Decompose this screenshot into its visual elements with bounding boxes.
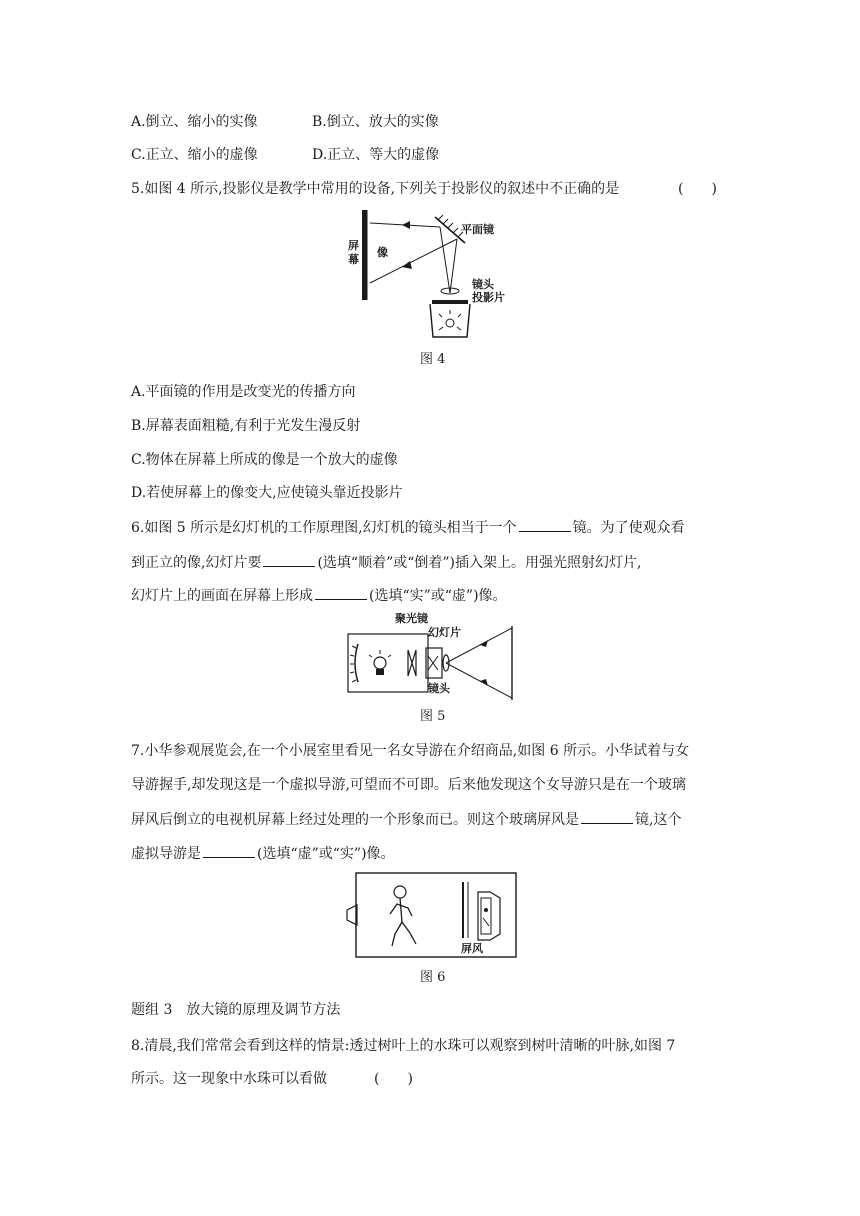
- q5-answer-paren: ( ): [678, 181, 717, 197]
- q6-blank-1: [519, 517, 571, 532]
- q6-line-1-text-b: 镜。为了使观众看: [572, 520, 685, 536]
- q7-line-2: 导游握手,却发现这是一个虚拟导游,可望而不可即。后来他发现这个女导游只是在一个玻璃: [131, 777, 686, 793]
- q7-line-1: 7.小华参观展览会,在一个小展室里看见一名女导游在介绍商品,如图 6 所示。小华试着与女: [131, 743, 690, 759]
- q8-line-1: 8.清晨,我们常常会看到这样的情景:透过树叶上的水珠可以观察到树叶清晰的叶脉,如图 7: [131, 1038, 676, 1054]
- q5-option-d: D.若使屏幕上的像变大,应使镜头靠近投影片: [131, 485, 403, 501]
- q7-line-4: [131, 843, 395, 864]
- label-screen-1: 屏: [348, 239, 359, 252]
- label-screen-2: 幕: [348, 253, 359, 266]
- q7-line-3: [131, 809, 681, 830]
- q5-option-c: C.物体在屏幕上所成的像是一个放大的虚像: [131, 452, 398, 468]
- label-glass-screen: 屏风: [461, 942, 483, 955]
- q4-option-c: C.正立、缩小的虚像: [131, 147, 258, 163]
- figure-5-slide-projector-diagram: [340, 610, 530, 702]
- q5-option-b: B.屏幕表面粗糙,有利于光发生漫反射: [131, 418, 361, 434]
- q7-line-3-text-b: 镜,这个: [635, 812, 682, 828]
- q7-line-4-text-b: (选填“虚”或“实”)像。: [257, 846, 395, 862]
- q6-line-1-text-a: 6.如图 5 所示是幻灯机的工作原理图,幻灯机的镜头相当于一个: [131, 520, 517, 536]
- q7-blank-1: [581, 809, 633, 824]
- label-slide: 投影片: [472, 291, 505, 304]
- label-lens: 镜头: [472, 278, 494, 291]
- label-lens: 镜头: [428, 682, 450, 695]
- q6-blank-3: [315, 585, 367, 600]
- figure-6-caption: 图 6: [420, 970, 446, 985]
- group-3-title: 题组 3 放大镜的原理及调节方法: [131, 1002, 341, 1018]
- q7-blank-2: [203, 843, 255, 858]
- q8-answer-paren: ( ): [374, 1071, 413, 1087]
- q7-line-3-text-a: 屏风后倒立的电视机屏幕上经过处理的一个形象而已。则这个玻璃屏风是: [131, 812, 579, 828]
- q6-line-3-text-a: 幻灯片上的画面在屏幕上形成: [131, 588, 313, 604]
- q6-line-2: [131, 552, 641, 573]
- q6-blank-2: [263, 552, 315, 567]
- q5-option-a: A.平面镜的作用是改变光的传播方向: [131, 384, 356, 400]
- q6-line-3-text-b: (选填“实”或“虚”)像。: [369, 588, 507, 604]
- label-plane-mirror: 平面镜: [461, 223, 494, 236]
- q4-option-d: D.正立、等大的虚像: [312, 147, 440, 163]
- q7-line-4-text-a: 虚拟导游是: [131, 846, 201, 862]
- figure-4-projector-diagram: [340, 203, 520, 343]
- q6-line-2-text-a: 到正立的像,幻灯片要: [131, 555, 262, 571]
- label-slide: 幻灯片: [428, 626, 461, 639]
- q6-line-3: [131, 585, 507, 606]
- q5-stem: 5.如图 4 所示,投影仪是教学中常用的设备,下列关于投影仪的叙述中不正确的是: [131, 181, 620, 197]
- figure-6-virtual-guide-diagram: [340, 870, 520, 960]
- figure-4-caption: 图 4: [420, 352, 446, 367]
- q6-line-1: [131, 517, 685, 538]
- q6-line-2-text-b: (选填“顺着”或“倒着”)插入架上。用强光照射幻灯片,: [317, 555, 642, 571]
- label-condenser: 聚光镜: [395, 612, 428, 625]
- q8-line-2: 所示。这一现象中水珠可以看做: [131, 1071, 327, 1087]
- figure-5-caption: 图 5: [420, 709, 446, 724]
- label-image: 像: [377, 246, 388, 259]
- q4-option-a: A.倒立、缩小的实像: [131, 114, 258, 130]
- q4-option-b: B.倒立、放大的实像: [312, 114, 439, 130]
